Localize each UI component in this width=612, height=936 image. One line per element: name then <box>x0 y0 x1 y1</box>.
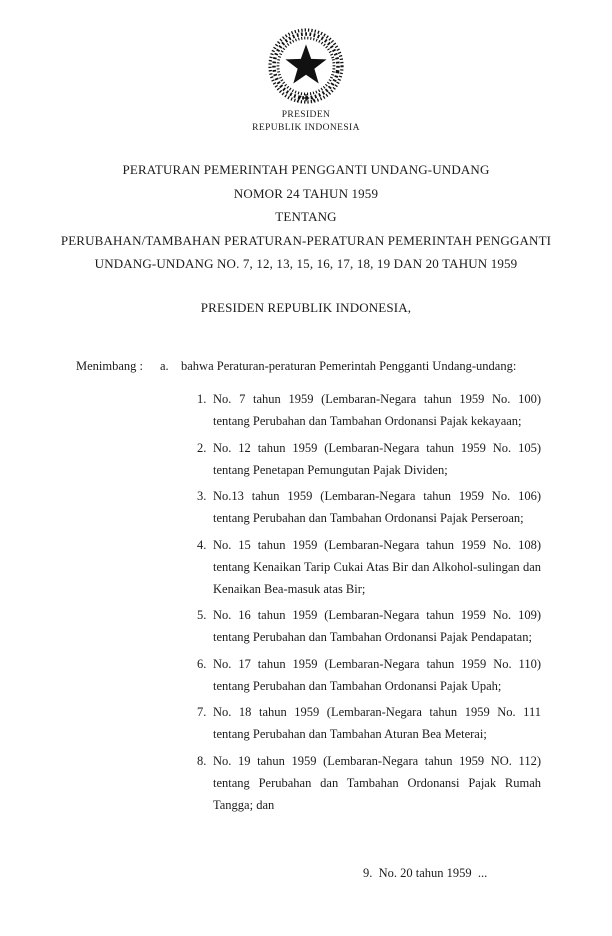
list-item-text: No.13 tahun 1959 (Lembaran-Negara tahun 1959 No. 106) tentang Perubahan dan Tambahan Ordonansi Pajak Perseroan; <box>213 489 541 525</box>
list-item <box>197 604 541 648</box>
list-item-text: No. 16 tahun 1959 (Lembaran-Negara tahun 1959 No. 109) tentang Perubahan dan Tambahan Ordonansi Pajak Pendapatan; <box>213 608 541 644</box>
presidential-star-wreath-emblem <box>266 26 346 106</box>
list-item-number: 3. <box>197 489 207 503</box>
letterhead <box>0 109 612 134</box>
list-item <box>197 701 541 745</box>
title-line-5: UNDANG-UNDANG NO. 7, 12, 13, 15, 16, 17, 18, 19 DAN 20 TAHUN 1959 <box>94 256 518 271</box>
list-item-number: 6. <box>197 656 207 671</box>
list-item <box>197 388 541 432</box>
list-item <box>197 534 541 600</box>
list-item-number: 1. <box>197 392 207 406</box>
list-item <box>197 653 541 697</box>
star-icon <box>285 44 326 83</box>
page-catchword-next-item: 9. No. 20 tahun 1959 ... <box>363 866 488 880</box>
list-item-number: 5. <box>197 608 207 622</box>
list-item-number: 2. <box>197 440 207 455</box>
list-item-text: No. 12 tahun 1959 (Lembaran-Negara tahun 1959 No. 105) tentang Penetapan Pemungutan Pajak Dividen; <box>213 440 541 477</box>
menimbang-label: Menimbang : <box>76 359 144 373</box>
list-item-text: No. 7 tahun 1959 (Lembaran-Negara tahun 1959 No. 100) tentang Perubahan dan Tambahan Ordonansi Pajak kekayaan; <box>213 392 541 428</box>
list-item-text: No. 18 tahun 1959 (Lembaran-Negara tahun 1959 No. 111 tentang Perubahan dan Tambahan Aturan Bea Meterai; <box>213 705 541 741</box>
regulations-list <box>197 388 541 820</box>
title-line-1: PERATURAN PEMERINTAH PENGGANTI UNDANG-UNDANG <box>122 162 490 177</box>
menimbang-item-letter: a. <box>160 359 169 373</box>
list-item-number: 4. <box>197 537 207 552</box>
letterhead-line-republik: REPUBLIK INDONESIA <box>252 122 360 133</box>
title-line-3: TENTANG <box>275 209 337 224</box>
document-title <box>0 158 612 276</box>
title-line-2: NOMOR 24 TAHUN 1959 <box>233 185 379 201</box>
title-line-4: PERUBAHAN/TAMBAHAN PERATURAN-PERATURAN PEMERINTAH PENGGANTI <box>60 232 552 248</box>
salutation-line: PRESIDEN REPUBLIK INDONESIA, <box>200 300 412 315</box>
list-item-number: 8. <box>197 753 207 768</box>
list-item-text: No. 17 tahun 1959 (Lembaran-Negara tahun 1959 No. 110) tentang Perubahan dan Tambahan Ordonansi Pajak Upah; <box>213 656 541 693</box>
list-item-text: No. 15 tahun 1959 (Lembaran-Negara tahun 1959 No. 108) tentang Kenaikan Tarip Cukai Atas Bir dan Alkohol-sulingan dan Kenaikan Bea-masuk atas Bir; <box>213 537 541 596</box>
letterhead-line-presiden: PRESIDEN <box>281 110 331 120</box>
list-item <box>197 485 541 529</box>
list-item-number: 7. <box>197 705 207 719</box>
menimbang-intro-text: bahwa Peraturan-peraturan Pemerintah Pengganti Undang-undang: <box>181 359 517 373</box>
list-item <box>197 750 541 816</box>
list-item-text: No. 19 tahun 1959 (Lembaran-Negara tahun 1959 NO. 112) tentang Perubahan dan Tambahan Ordonansi Pajak Rumah Tangga; dan <box>213 753 541 812</box>
list-item <box>197 437 541 481</box>
